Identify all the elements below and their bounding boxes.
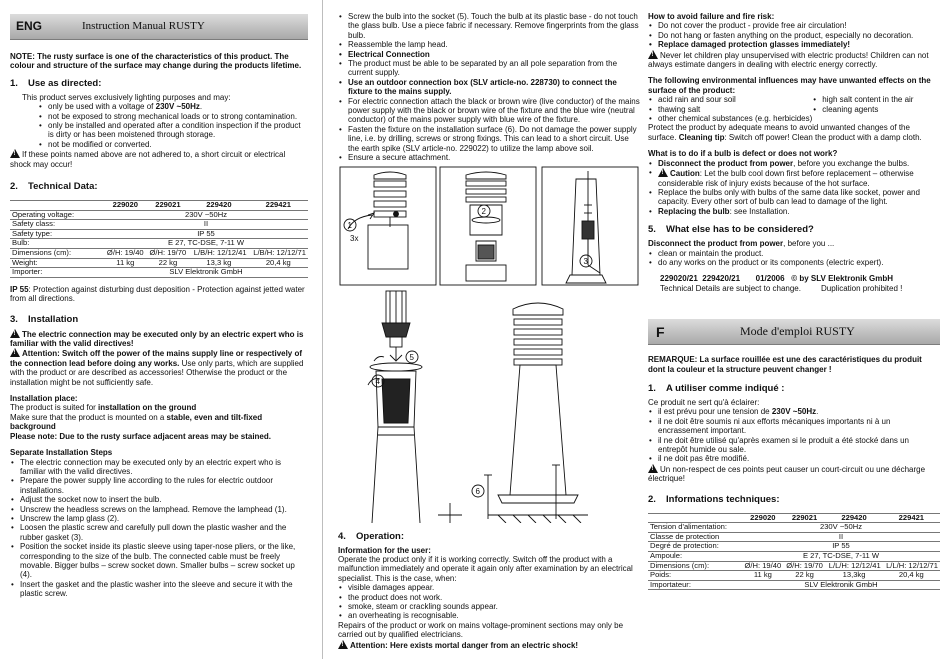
list-item: • Ensure a secure attachment.: [338, 153, 640, 162]
list-item: • thawing salt: [648, 105, 812, 114]
list-item: • an overheating is recognisable.: [338, 611, 640, 620]
figure-label-4: 4: [375, 376, 380, 386]
figure-label-3: 3: [583, 256, 588, 266]
environment-list-left: [648, 95, 812, 123]
list-item: • il ne doit être utilisé qu'après examen si le produit a été stocké dans un entrepôt humide ou sale.: [648, 436, 940, 455]
list-item: • Electrical Connection: [338, 50, 640, 59]
table-row: Dimensions (cm): Ø/H: 19/40 Ø/H: 19/70 L/L/H: 12/12/41 L/L/H: 12/12/71: [650, 560, 938, 570]
list-item: • Prepare the power supply line according to the rules for electric outdoor installations.: [10, 476, 308, 495]
table-row: Degré de protection: IP 55: [648, 542, 940, 552]
use-warning-fr: !Un non-respect de ces points peut causer un court-circuit ou une décharge électrique!: [648, 464, 940, 484]
operation-subtitle: Information for the user:: [338, 545, 431, 555]
list-item: • Replacing the bulb: see Installation.: [648, 207, 940, 216]
table-row: Weight: 11 kg 22 kg 13,3 kg 20,4 kg: [10, 258, 308, 268]
list-item: • Unscrew the lamp glass (2).: [10, 514, 308, 523]
defect-title: What is to do if a bulb is defect or does not work?: [648, 149, 838, 159]
list-item: • Disconnect the product from power, before you exchange the bulbs.: [648, 159, 940, 168]
installation-place-2: Make sure that the product is mounted on a stable, even and tilt-fixed background: [10, 412, 263, 432]
list-item: • clean or maintain the product.: [648, 249, 940, 258]
list-item: • acid rain and sour soil: [648, 95, 812, 104]
list-item: • Replace the bulbs only with bulbs of the same data like socket, power and capacity. Every other sort of bulb can lead to damage of the light.: [648, 188, 940, 207]
avoid-title: How to avoid failure and fire risk:: [648, 12, 775, 21]
list-item: • Use an outdoor connection box (SLV article-no. 228730) to connect the fixture to the mains supply.: [338, 78, 640, 97]
table-row: Safety type: IP 55: [10, 229, 308, 239]
bulb-insertion: [368, 291, 422, 523]
footer-line-2: Technical Details are subject to change. Duplication prohibited !: [660, 283, 903, 293]
table-row: Safety class: II: [10, 220, 308, 230]
lamp-on-ground: [484, 303, 588, 523]
warning-icon: [648, 50, 658, 59]
footer-line-1: 229020/21 229420/21 01/2006 © by SLV Elektronik GmbH: [660, 274, 893, 284]
section-3-heading: 3. Installation: [10, 313, 79, 325]
consider-list: [648, 249, 940, 268]
table-row: Importateur: SLV Elektronik GmbH: [648, 580, 940, 590]
environment-text: Protect the product by adequate means to avoid unwanted changes of the surface. Cleaning tip: Switch off power! Clean the product with a damp cloth.: [648, 123, 922, 142]
environment-list-right: [812, 95, 940, 123]
manual-title-en: Instruction Manual RUSTY: [82, 20, 205, 32]
warning-icon: [10, 348, 20, 357]
header-bar-en: [10, 14, 308, 40]
steps-title: Separate Installation Steps: [10, 448, 113, 458]
warning-icon: [338, 640, 348, 649]
figure-label-2: 2: [481, 206, 486, 216]
note-en: NOTE: The rusty surface is one of the characteristics of this product. The colour and structure of the surface may change during the products lifetime.: [10, 52, 302, 71]
section-1-heading-fr: 1. A utiliser comme indiqué :: [648, 382, 785, 394]
socket-assembly: [566, 171, 606, 283]
installation-place-1: The product is suited for installation on the ground: [10, 403, 197, 413]
installation-diagram: [338, 165, 640, 523]
column-divider: [322, 0, 323, 659]
table-row: Classe de protection II: [648, 532, 940, 542]
consider-lead: Disconnect the product from power, before you ...: [648, 239, 835, 249]
list-item: • not be modified or converted.: [38, 140, 308, 149]
list-item: • other chemical substances (e.g. herbicides): [648, 114, 812, 123]
operation-list: [338, 583, 640, 621]
use-intro: This product serves exclusively lighting purposes and may:: [22, 92, 231, 102]
tech-data-table-fr: 229020 229021 229420 229421 Tension d'alimentation: 230V ~50Hz Classe de protection II Degré de protection: IP 55 Ampoule: E 27, TC-DSE, 7-11 W Dimensions (cm): Ø/H: 19/40 Ø/H: 19/70 L/L/H: 12/12/41 L/L/H: 12/12/71 Poids: 11 kg 22 kg 13,3kg 20,4 kg Importateur: SLV Elektronik GmbH: [650, 512, 938, 589]
defect-list: [648, 159, 940, 216]
table-row: Bulb: E 27, TC-DSE, 7-11 W: [10, 239, 308, 249]
installation-place-title: Installation place:: [10, 394, 78, 404]
installation-warning-2: !Attention: Switch off the power of the mains supply line or respectively of the connection lead before doing any works. Use only parts, which are supplied with the product or are described as accessories! Otherwise the product or the installation might be not sufficiently safe.: [10, 348, 308, 387]
steps-list-continued: [338, 12, 640, 163]
list-item: • Fasten the fixture on the installation surface (6). Do not damage the power supply line, i.e. by drilling, screws or strong fixings. This can lead to a short circuit. Use the earth spike (SLV article-no. 229022) to utilize the lamp above soil.: [338, 125, 640, 153]
table-row: Tension d'alimentation: 230V ~50Hz: [648, 523, 940, 533]
ip55-text: : Protection against disturbing dust deposition - Protection against jetted water from all directions.: [10, 284, 305, 304]
section-5-heading: 5. What else has to be considered?: [648, 224, 814, 236]
tech-data-table-en: 229020 229021 229420 229421 Operating voltage: 230V ~50Hz Safety class: II Safety type: IP 55 Bulb: E 27, TC-DSE, 7-11 W Dimensions (cm): Ø/H: 19/40 Ø/H: 19/70 L/B/H: 12/12/41 L/B/H: 12/12/71 Weight: 11 kg 22 kg 13,3 kg 20,4 kg Importer: SLV Elektronik GmbH: [12, 200, 306, 277]
list-item: • Screw the bulb into the socket (5). Touch the bulb at its plastic base - do not touch the glass bulb. Use a piece fabric if necessary. Remove fingerprints from the glass bulb.: [338, 12, 640, 40]
list-item: • do any works on the product or its components (electric expert).: [648, 258, 940, 267]
list-item: • Do not cover the product - provide free air circulation!: [648, 21, 940, 30]
installation-warning-1: !The electric connection may be executed only by an electric expert who is familiar with the valid directives!: [10, 329, 308, 349]
list-item: • only be installed and operated after a condition inspection if the product is dirty or has been moistened through storage.: [38, 121, 308, 140]
list-item: • The electric connection may be executed only by an electric expert who is familiar with the valid directives.: [10, 458, 308, 477]
table-row: Operating voltage: 230V ~50Hz: [10, 210, 308, 220]
section-2-heading-fr: 2. Informations techniques:: [648, 493, 780, 505]
note-fr: REMARQUE: La surface rouillée est une des caractéristiques du produit dont la couleur et la structure peuvent changer !: [648, 355, 922, 374]
warning-icon: [10, 329, 20, 338]
list-item: • il est prévu pour une tension de 230V ~50Hz.: [648, 407, 940, 416]
figure-label-1: 1: [347, 220, 352, 230]
table-row: Poids: 11 kg 22 kg 13,3kg 20,4 kg: [648, 571, 940, 581]
column-english-2: [338, 0, 640, 659]
column-english-french: [648, 0, 940, 659]
warning-icon: [658, 168, 668, 177]
avoid-list: [648, 21, 940, 49]
list-item: • Insert the gasket and the plastic washer into the sleeve and secure it with the plastic screw.: [10, 580, 308, 599]
list-item: • il ne doit être soumis ni aux efforts mécaniques importants ni à un encrassement important.: [648, 417, 940, 436]
list-item: • Position the socket inside its plastic sleeve using taper-nose pliers, or the like, corresponding to the size of the bulb. The connected cable must be freely movable. Bigger bulbs – screw socket down. Smaller bulbs – screw socket up (4).: [10, 542, 308, 580]
list-item: • Loosen the plastic screw and carefully pull down the plastic washer and the rubber gasket (3).: [10, 523, 308, 542]
list-item: • visible damages appear.: [338, 583, 640, 592]
operation-text: Operate the product only if it is working correctly. Switch off the product with a malfunction immediately and operate it again only after examination by an electrical specialist. This is the case, when:: [338, 554, 633, 583]
use-list: [10, 102, 308, 149]
environment-title: The following environmental influences may have unwanted effects on the surface of the product:: [648, 76, 931, 95]
list-item: • Unscrew the headless screws on the lamphead. Remove the lamphead (1).: [10, 505, 308, 514]
list-item: !• Caution: Let the bulb cool down first before replacement – otherwise considerable risk of injury exists because of the hot surface.: [648, 168, 940, 188]
lamphead-1: [348, 172, 408, 269]
ip55-note: IP 55: Protection against disturbing dust deposition - Protection against jetted water from all directions.: [10, 284, 305, 304]
section-4-heading: 4. Operation:: [338, 530, 405, 542]
list-item: • the product does not work.: [338, 593, 640, 602]
list-item: • il ne doit pas être modifié.: [648, 454, 940, 463]
installation-illustration: [338, 165, 640, 523]
header-bar-fr: [648, 319, 940, 345]
table-row: Ampoule: E 27, TC-DSE, 7-11 W: [648, 552, 940, 562]
list-item: • high salt content in the air: [812, 95, 940, 104]
figure-label-3x: 3x: [350, 233, 359, 243]
use-list-fr: [648, 407, 940, 463]
list-item: • only be used with a voltage of 230V ~50Hz.: [38, 102, 308, 111]
installation-place-3: Please note: Due to the rusty surface adjacent areas may be stained.: [10, 431, 271, 441]
manual-title-fr: Mode d'emploi RUSTY: [740, 324, 855, 339]
operation-repairs: Repairs of the product or work on mains voltage-prominent sections may only be carried out by qualified electricians.: [338, 620, 624, 640]
list-item: • Adjust the socket now to insert the bulb.: [10, 495, 308, 504]
operation-attention: !Attention: Here exists mortal danger from an electric shock!: [338, 640, 640, 650]
list-item: • not be exposed to strong mechanical loads or to strong contamination.: [38, 112, 308, 121]
language-code-en: ENG: [16, 19, 43, 33]
list-item: • Replace damaged protection glasses immediately!: [648, 40, 940, 49]
list-item: • The product must be able to be separated by an all pole separation from the current supply.: [338, 59, 640, 78]
section-2-heading: 2. Technical Data:: [10, 181, 98, 193]
use-intro-fr: Ce produit ne sert qu'à éclairer:: [648, 397, 760, 407]
environment-lists: [648, 95, 940, 123]
list-item: • Reassemble the lamp head.: [338, 40, 640, 49]
table-row: Importer: SLV Elektronik GmbH: [10, 268, 308, 278]
lamphead-2: [466, 172, 506, 281]
list-item: • cleaning agents: [812, 105, 940, 114]
list-item: • smoke, steam or crackling sounds appear.: [338, 602, 640, 611]
column-english-1: [10, 0, 308, 659]
warning-icon: [10, 149, 20, 158]
steps-list: [10, 458, 308, 599]
figure-label-5: 5: [409, 352, 414, 362]
use-warning: !If these points named above are not adhered to, a short circuit or electrical shock may occur!: [10, 149, 308, 169]
list-item: • Do not hang or fasten anything on the product, especially no decoration.: [648, 31, 940, 40]
language-code-fr: F: [656, 324, 665, 341]
avoid-warning: !Never let children play unsupervised with electric products! Children can not always estimate dangers in dealing with electric energy correctly.: [648, 50, 940, 70]
list-item: • For electric connection attach the black or brown wire (live conductor) of the mains power supply with the black or brown wire of the fixture and the blue wire (neutral conductor) of the mains power supply with blue wire of the fixture.: [338, 97, 640, 125]
figure-label-6: 6: [475, 486, 480, 496]
section-1-heading: 1. Use as directed:: [10, 77, 102, 89]
table-row: Dimensions (cm): Ø/H: 19/40 Ø/H: 19/70 L/B/H: 12/12/41 L/B/H: 12/12/71: [12, 248, 306, 258]
warning-icon: [648, 464, 658, 473]
